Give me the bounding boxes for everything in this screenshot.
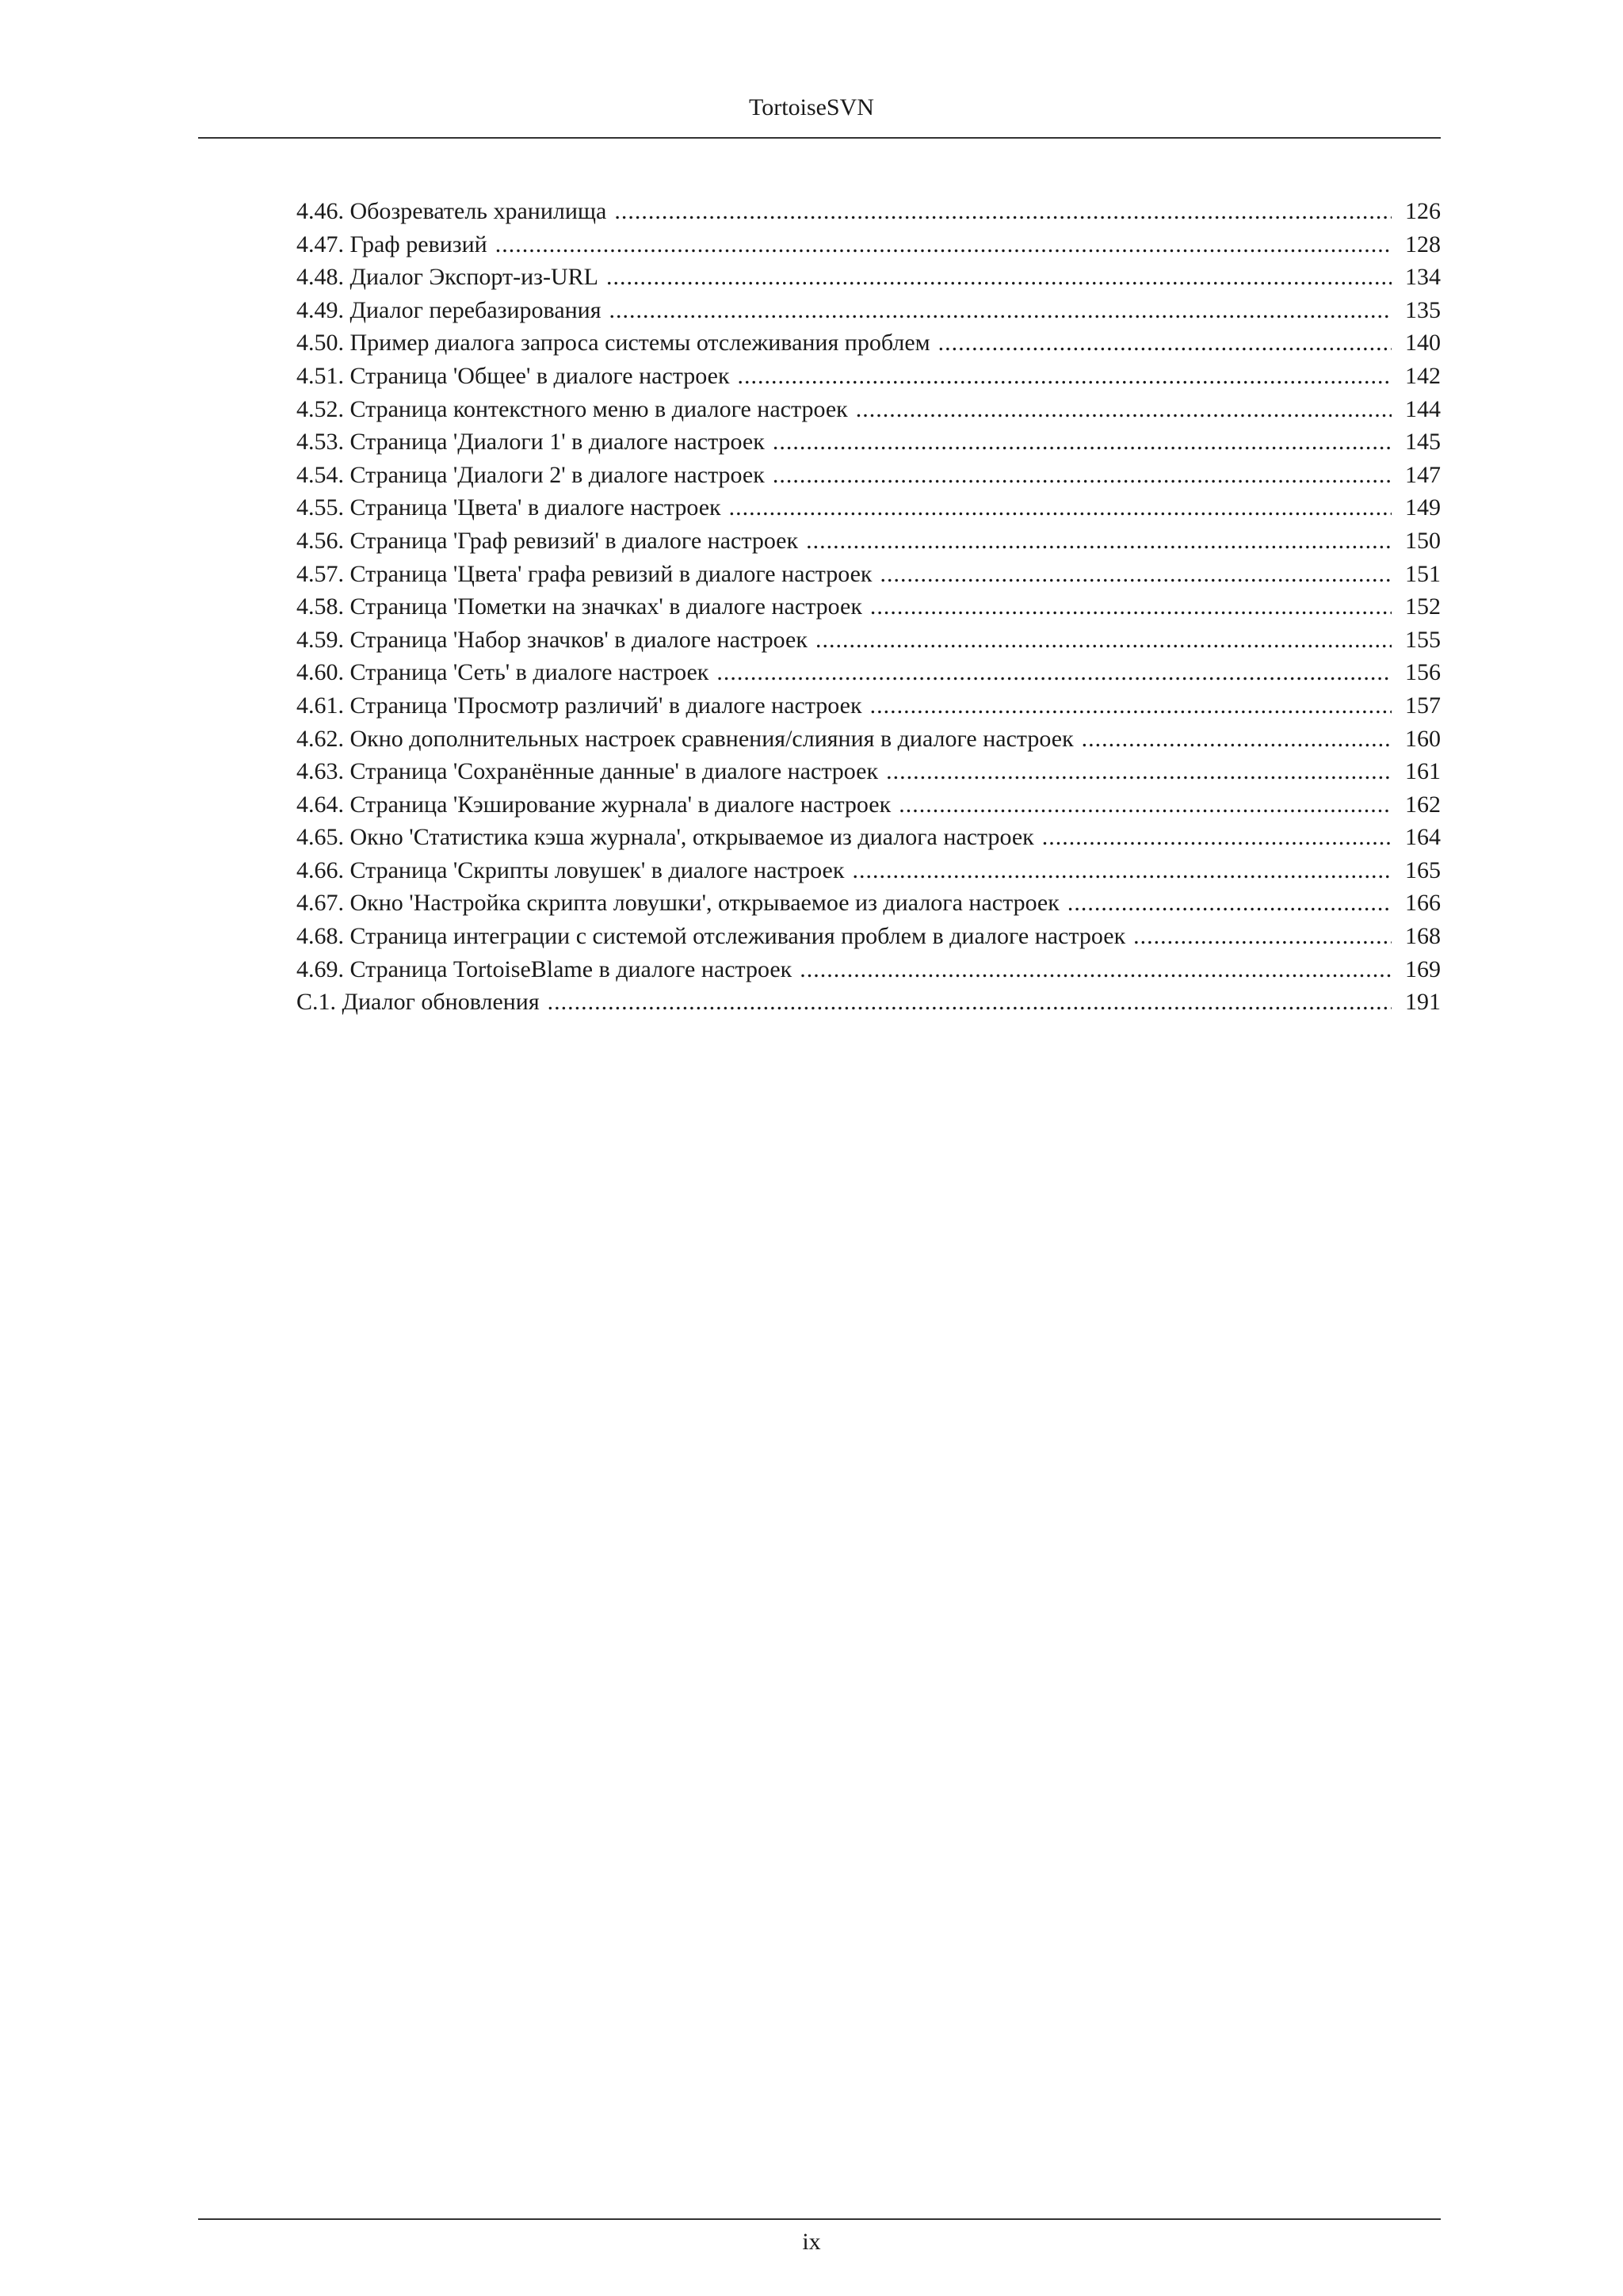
toc-entry-page: 157 <box>1405 692 1441 719</box>
toc-entry[interactable] <box>296 689 1441 723</box>
list-of-figures <box>296 195 1441 1019</box>
toc-entry-page: 165 <box>1405 856 1441 883</box>
toc-entry-label: C.1. Диалог обновления <box>296 989 540 1016</box>
toc-entry[interactable] <box>296 887 1441 920</box>
toc-entry-page: 164 <box>1405 824 1441 851</box>
toc-entry-label: 4.68. Страница интеграции с системой отслеживания проблем в диалоге настроек <box>296 923 1126 950</box>
toc-entry-page: 149 <box>1405 494 1441 521</box>
toc-entry-page: 169 <box>1405 955 1441 982</box>
toc-entry-label: 4.48. Диалог Экспорт-из-URL <box>296 264 598 291</box>
dot-leader <box>800 953 1392 986</box>
toc-entry[interactable] <box>296 425 1441 459</box>
dot-leader <box>852 854 1392 887</box>
toc-entry-label: 4.50. Пример диалога запроса системы отслеживания проблем <box>296 330 930 357</box>
toc-entry[interactable] <box>296 920 1441 953</box>
toc-entry[interactable] <box>296 558 1441 591</box>
toc-entry-label: 4.61. Страница 'Просмотр различий' в диалоге настроек <box>296 692 862 719</box>
toc-entry-label: 4.53. Страница 'Диалоги 1' в диалоге настроек <box>296 429 765 456</box>
dot-leader <box>1082 723 1392 756</box>
header-divider <box>198 137 1441 139</box>
toc-entry-page: 128 <box>1405 231 1441 257</box>
toc-entry-page: 166 <box>1405 890 1441 917</box>
toc-entry[interactable] <box>296 854 1441 887</box>
dot-leader <box>815 624 1392 657</box>
toc-entry-page: 134 <box>1405 264 1441 291</box>
toc-entry[interactable] <box>296 294 1441 327</box>
toc-entry-label: 4.47. Граф ревизий <box>296 231 487 257</box>
toc-entry-label: 4.63. Страница 'Сохранённые данные' в диалоге настроек <box>296 758 879 785</box>
dot-leader <box>899 788 1392 822</box>
toc-entry-page: 168 <box>1405 923 1441 950</box>
toc-entry-label: 4.66. Страница 'Скрипты ловушек' в диалоге настроек <box>296 856 845 883</box>
toc-entry-label: 4.49. Диалог перебазирования <box>296 296 601 323</box>
toc-entry-page: 161 <box>1405 758 1441 785</box>
toc-entry-label: 4.67. Окно 'Настройка скрипта ловушки', открываемое из диалога настроек <box>296 890 1060 917</box>
toc-entry-page: 135 <box>1405 296 1441 323</box>
running-header: TortoiseSVN <box>749 94 874 120</box>
dot-leader <box>886 755 1392 788</box>
toc-entry-page: 160 <box>1405 725 1441 752</box>
dot-leader <box>614 195 1392 228</box>
toc-entry-page: 126 <box>1405 198 1441 224</box>
page-number: ix <box>802 2229 821 2255</box>
toc-entry[interactable] <box>296 755 1441 788</box>
toc-entry[interactable] <box>296 953 1441 986</box>
toc-entry-label: 4.55. Страница 'Цвета' в диалоге настроек <box>296 494 721 521</box>
dot-leader <box>606 261 1392 294</box>
toc-entry-page: 162 <box>1405 791 1441 818</box>
toc-entry[interactable] <box>296 524 1441 558</box>
toc-entry-page: 144 <box>1405 395 1441 422</box>
dot-leader <box>609 294 1392 327</box>
dot-leader <box>495 228 1392 261</box>
toc-entry-label: 4.65. Окно 'Статистика кэша журнала', открываемое из диалога настроек <box>296 824 1034 851</box>
toc-entry[interactable] <box>296 656 1441 689</box>
dot-leader <box>870 689 1392 723</box>
toc-entry-label: 4.62. Окно дополнительных настроек сравнения/слияния в диалоге настроек <box>296 725 1074 752</box>
dot-leader <box>1042 821 1392 854</box>
toc-entry[interactable] <box>296 326 1441 360</box>
dot-leader <box>729 491 1392 524</box>
toc-entry-page: 140 <box>1405 330 1441 357</box>
dot-leader <box>880 558 1392 591</box>
toc-entry-label: 4.57. Страница 'Цвета' графа ревизий в диалоге настроек <box>296 560 873 587</box>
toc-entry[interactable] <box>296 723 1441 756</box>
toc-entry-page: 145 <box>1405 429 1441 456</box>
toc-entry[interactable] <box>296 228 1441 261</box>
toc-entry-page: 155 <box>1405 626 1441 653</box>
toc-entry-page: 152 <box>1405 593 1441 620</box>
toc-entry-label: 4.56. Страница 'Граф ревизий' в диалоге настроек <box>296 527 799 554</box>
dot-leader <box>716 656 1392 689</box>
toc-entry-label: 4.60. Страница 'Сеть' в диалоге настроек <box>296 659 709 686</box>
toc-entry-page: 156 <box>1405 659 1441 686</box>
dot-leader <box>1067 887 1392 920</box>
toc-entry[interactable] <box>296 360 1441 393</box>
dot-leader <box>548 986 1392 1019</box>
footer-divider <box>198 2218 1441 2220</box>
toc-entry[interactable] <box>296 491 1441 524</box>
toc-entry-page: 147 <box>1405 461 1441 488</box>
toc-entry-page: 150 <box>1405 527 1441 554</box>
toc-entry[interactable] <box>296 459 1441 492</box>
toc-entry[interactable] <box>296 624 1441 657</box>
toc-entry[interactable] <box>296 590 1441 624</box>
dot-leader <box>856 393 1392 426</box>
dot-leader <box>806 524 1392 558</box>
dot-leader <box>1133 920 1392 953</box>
toc-entry[interactable] <box>296 195 1441 228</box>
dot-leader <box>870 590 1392 624</box>
toc-entry[interactable] <box>296 788 1441 822</box>
toc-entry-page: 142 <box>1405 362 1441 389</box>
dot-leader <box>773 425 1392 459</box>
toc-entry-label: 4.69. Страница TortoiseBlame в диалоге настроек <box>296 955 792 982</box>
toc-entry-label: 4.59. Страница 'Набор значков' в диалоге настроек <box>296 626 808 653</box>
dot-leader <box>938 326 1392 360</box>
toc-entry-label: 4.64. Страница 'Кэширование журнала' в диалоге настроек <box>296 791 892 818</box>
toc-entry[interactable] <box>296 393 1441 426</box>
dot-leader <box>773 459 1392 492</box>
toc-entry[interactable] <box>296 986 1441 1019</box>
toc-entry-label: 4.51. Страница 'Общее' в диалоге настроек <box>296 362 730 389</box>
dot-leader <box>738 360 1392 393</box>
toc-entry-label: 4.46. Обозреватель хранилища <box>296 198 607 224</box>
toc-entry-label: 4.54. Страница 'Диалоги 2' в диалоге настроек <box>296 461 765 488</box>
toc-entry-page: 191 <box>1405 989 1441 1016</box>
toc-entry-label: 4.52. Страница контекстного меню в диалоге настроек <box>296 395 848 422</box>
toc-entry-page: 151 <box>1405 560 1441 587</box>
toc-entry-label: 4.58. Страница 'Пометки на значках' в диалоге настроек <box>296 593 862 620</box>
toc-entry[interactable] <box>296 261 1441 294</box>
toc-entry[interactable] <box>296 821 1441 854</box>
